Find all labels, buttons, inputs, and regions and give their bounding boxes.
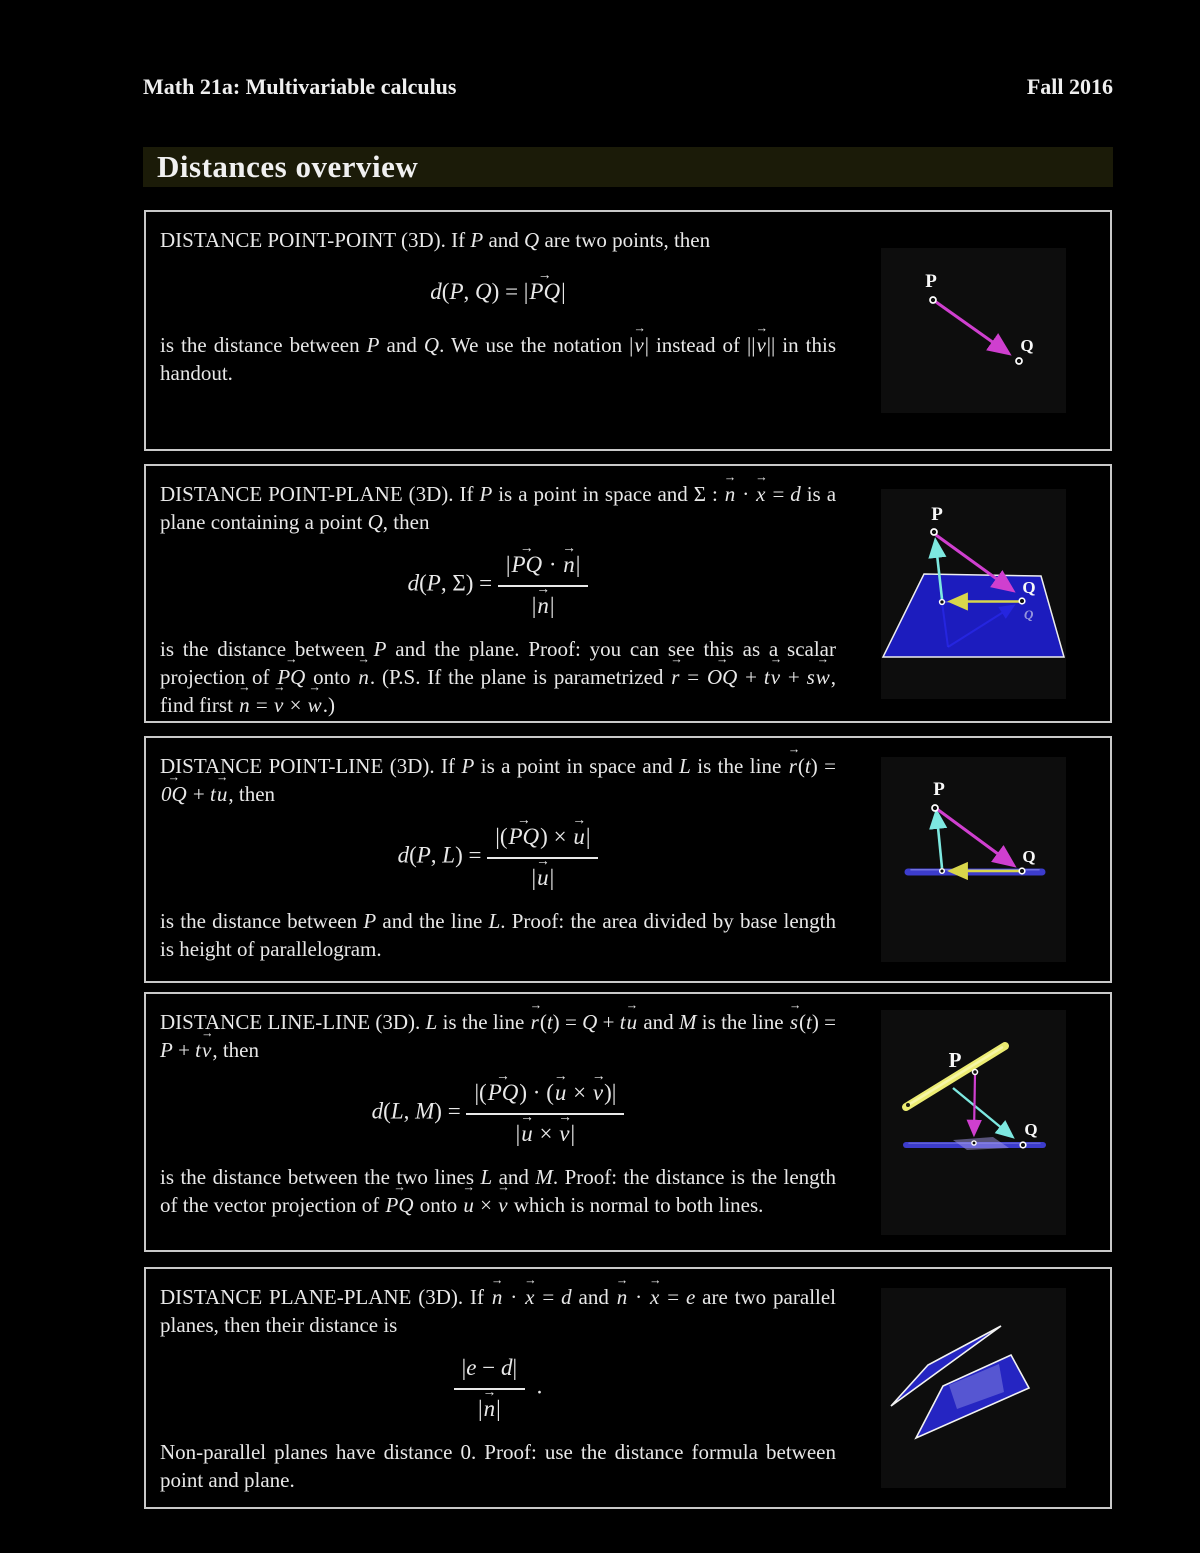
intro-paragraph: DISTANCE POINT-LINE (3D). If P is a point in space and L is the line r →(t) = 0Q → + tu →, then <box>160 752 836 808</box>
label-q: Q <box>1023 1119 1038 1139</box>
foot-dot <box>939 869 944 874</box>
body-paragraph: is the distance between P and the plane. Proof: you can see this as a scalar projection of PQ → onto n →. (P.S. If the plane is parametrized r → = OQ → + tv → + sw →, find first n → = v → × w →.) <box>160 635 836 719</box>
figure-point-line <box>836 738 1110 981</box>
body-paragraph: is the distance between the two lines L and M. Proof: the distance is the length of the vector projection of PQ → onto u → × v → which is normal to both lines. <box>160 1163 836 1219</box>
point-q-dot <box>1020 1142 1026 1148</box>
figure-line-line <box>836 994 1110 1250</box>
plane-shape <box>883 574 1064 657</box>
label-q: Q <box>1019 336 1034 355</box>
page-title: Distances overview <box>157 149 419 184</box>
label-p: P <box>930 503 943 525</box>
point-plane-diagram <box>881 489 1066 699</box>
intro-paragraph: DISTANCE LINE-LINE (3D). L is the line r →(t) = Q + tu → and M is the line s →(t) = P + tv →, then <box>160 1008 836 1064</box>
point-p-dot <box>931 529 937 535</box>
figure-point-plane <box>836 466 1110 721</box>
foot-dot <box>939 599 944 604</box>
vector-pq-arrow <box>937 809 1013 865</box>
body-paragraph: Non-parallel planes have distance 0. Proof: use the distance formula between point and plane. <box>160 1439 836 1492</box>
reflection-glyph: Q <box>1023 606 1033 622</box>
section-line-line <box>144 992 1112 1252</box>
foot-dot <box>971 1140 975 1144</box>
point-p-dot <box>972 1069 977 1074</box>
intro-paragraph: DISTANCE PLANE-PLANE (3D). If n → · x → = d and n → · x → = e are two parallel planes, then their distance is <box>160 1283 836 1339</box>
section-text <box>146 466 836 721</box>
normal-arrow-magenta <box>974 1074 975 1134</box>
distance-formula: $\frac{|e - d|}{|n \to|}$ . <box>160 1351 836 1426</box>
label-p: P <box>948 1047 961 1072</box>
point-p-dot <box>930 297 936 303</box>
course-title: Math 21a: Multivariable calculus <box>143 74 457 99</box>
line-line-diagram <box>881 1010 1066 1235</box>
point-q-dot <box>1016 358 1022 364</box>
body-paragraph: is the distance between P and the line L. Proof: the area divided by base length is height of parallelogram. <box>160 908 837 961</box>
distance-formula: d(P, L) = $\frac{|(PQ \to) \times u \to|}{|u \to|}$ <box>160 820 836 895</box>
label-p: P <box>924 271 937 292</box>
body-paragraph: is the distance between P and Q. We use the notation |v →| instead of ||v →|| in this handout. <box>160 331 836 387</box>
label-p: P <box>932 779 945 800</box>
page-header <box>143 74 1113 100</box>
height-arrow-cyan <box>936 812 942 868</box>
section-point-point <box>144 210 1112 451</box>
intro-paragraph: DISTANCE POINT-PLANE (3D). If P is a point in space and Σ : n → · x → = d is a plane containing a point Q, then <box>160 480 836 536</box>
line-m-end-dot <box>906 1103 910 1107</box>
section-text <box>146 1269 836 1507</box>
section-text <box>146 212 836 449</box>
section-point-line <box>144 736 1112 983</box>
section-text <box>146 994 836 1250</box>
plane-plane-diagram <box>881 1288 1066 1488</box>
figure-plane-plane <box>836 1269 1110 1507</box>
point-line-diagram <box>881 757 1066 962</box>
distance-formula: d(P, Q) = |PQ →| <box>160 278 836 307</box>
label-q: Q <box>1021 847 1036 866</box>
term-label: Fall 2016 <box>1026 74 1113 99</box>
point-q-dot <box>1019 598 1025 604</box>
label-q: Q <box>1021 577 1036 597</box>
distance-formula: d(P, Σ) = $\frac{|PQ \to \cdot n \to|}{|n \to|}$ <box>160 548 836 623</box>
title-bar <box>143 147 1113 187</box>
point-q-dot <box>1019 868 1025 874</box>
connecting-arrow-cyan <box>953 1088 1012 1137</box>
vector-pq-arrow <box>936 302 1008 353</box>
intro-paragraph: DISTANCE POINT-POINT (3D). If P and Q are two points, then <box>160 228 711 252</box>
distance-formula: d(L, M) = $\frac{|(PQ \to) \cdot (u \to \times v \to)|}{|u \to \times v \to|}$ <box>160 1076 836 1151</box>
section-plane-plane <box>144 1267 1112 1509</box>
section-point-plane <box>144 464 1112 723</box>
projection-shadow <box>953 1137 1009 1150</box>
section-text <box>146 738 836 981</box>
point-point-diagram <box>881 248 1066 413</box>
figure-point-point <box>836 212 1110 449</box>
point-p-dot <box>932 805 938 811</box>
